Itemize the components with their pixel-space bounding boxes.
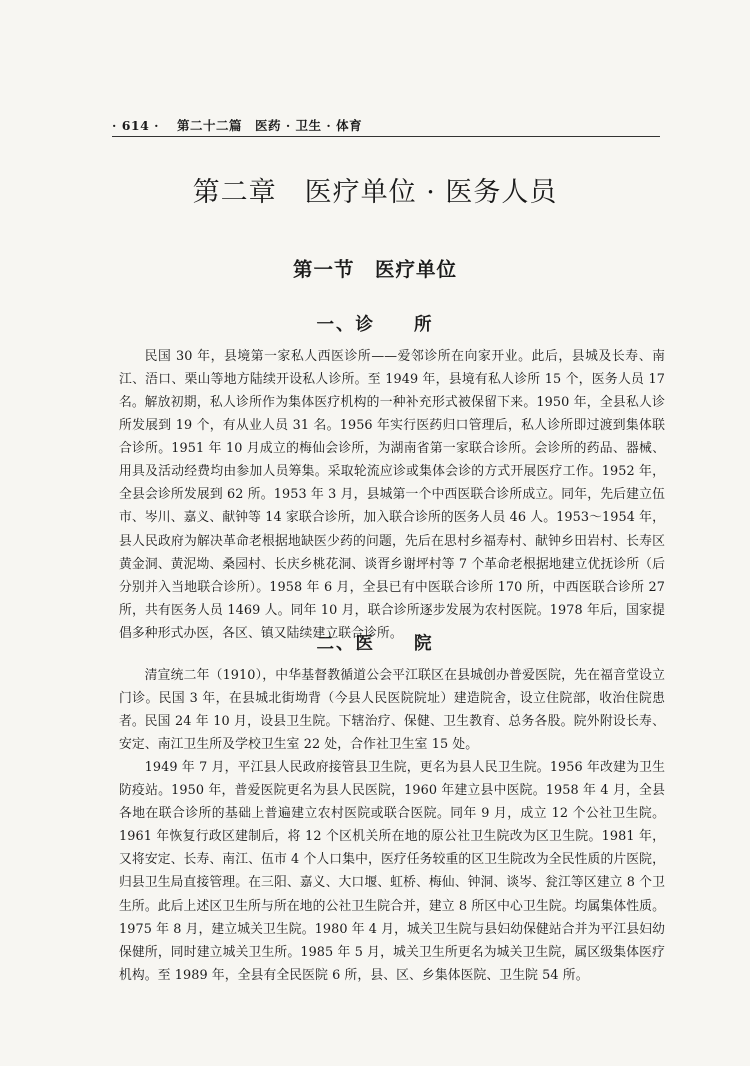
paragraph: 民国 24 年 10 月，设县卫生院。下辖治疗、保健、卫生教育、总务各股。院外附设长寿、安定、南江卫生所及学校卫生室 22 处，合作社卫生室 15 处。	[119, 714, 665, 753]
paragraph: 民国 30 年，县境第一家私人西医诊所——爱邻诊所在向家开业。此后，县城及长寿、南江、浯口、栗山等地方陆续开设私人诊所。至 1949 年，县境有私人诊所 15 个，医务人员 17 名。	[119, 349, 665, 411]
section-title: 第一节 医疗单位	[292, 258, 457, 281]
paragraph: 解放初期，私人诊所作为集体医疗机构的一种补充形式被保留下来。1950 年，全县私人诊所发展到 19 个，有从业人员 31 名。1956 年实行医药归口管理后，私人诊所即过渡到集体联合诊所。1951 年 10 月成立的梅仙会诊所，为湖南省第一家联合诊所。会诊所的药品、器械、用具及活动经费均由参加人员筹集。采取轮流应诊或集体会诊的方式开展医疗工作。1952 年，全县会诊所发展到 62 所。1953 年 3 月，县城第一个中西医联合诊所成立。同年，先后建立伍市、岑川、嘉义、献钟等 14 家联合诊所，加入联合诊所的医务人员 46 人。1953～1954 年，县人民政府为解决革命老根据地缺医少药的问题，先后在思村乡福寿村、献钟乡田岩村、长寿区黄金洞、黄泥坳、桑园村、长庆乡桃花洞、谈胥乡谢坪村等 7 个革命老根据地建立优抚诊所（后分别并入当地联合诊所）。1958 年 6 月，全县已有中医联合诊所 170 所，中西医联合诊所 27 所，共有医务人员 1469 人。同年 10 月，联合诊所逐步发展为农村医院。1978 年后，国家提倡多种形式办医，各区、镇又陆续建立联合诊所。	[119, 395, 665, 641]
paragraph: 清宣统二年（1910），中华基督教循道公会平江联区在县城创办普爱医院，先在福音堂设立门诊。民国 3 年，在县城北街坳背（今县人民医院院址）建造院舍，设立住院部，收治住院患者。	[119, 668, 665, 730]
paragraph: 1949 年 7 月，平江县人民政府接管县卫生院，更名为县人民卫生院。1956 年改建为卫生防疫站。1950 年，普爱医院更名为县人民医院，1960 年建立县中医院。1958 年 4 月，全县各地在联合诊所的基础上普遍建立农村医院或联合医院。同年 9 月，成立 12 个公社卫生院。1961 年恢复行政区建制后，将 12 个区机关所在地的原公社卫生院改为区卫生院。1981 年，又将安定、长寿、南江、伍市 4 个人口集中，医疗任务较重的区卫生院改为全民性质的片医院，归县卫生局直接管理。在三阳、嘉义、大口堰、虹桥、梅仙、钟洞、谈岑、瓮江等区建立 8 个卫生所。此后上述区卫生所与所在地的公社卫生院合并，建立 8 所区中心卫生院。均属集体性质。1975 年 8 月，建立城关卫生院。1980 年 4 月，城关卫生院与县妇幼保健站合并为平江县妇幼保健所，同时建立城关卫生所。1985 年 5 月，城关卫生所更名为城关卫生院，属区级集体医疗机构。至 1989 年，全县有全民医院 6 所，县、区、乡集体医院、卫生院 54 所。	[119, 760, 665, 983]
chapter-title: 第二章 医疗单位 · 医务人员	[192, 177, 558, 208]
page-number: · 614 ·	[112, 117, 159, 133]
subsection-title-clinics: 一、诊 所	[316, 315, 434, 335]
part-title: 第二十二篇 医药 · 卫生 · 体育	[177, 118, 363, 133]
subsection-title-hospitals: 二、医 院	[316, 634, 434, 654]
header-rule	[112, 136, 660, 137]
running-header	[112, 116, 660, 134]
